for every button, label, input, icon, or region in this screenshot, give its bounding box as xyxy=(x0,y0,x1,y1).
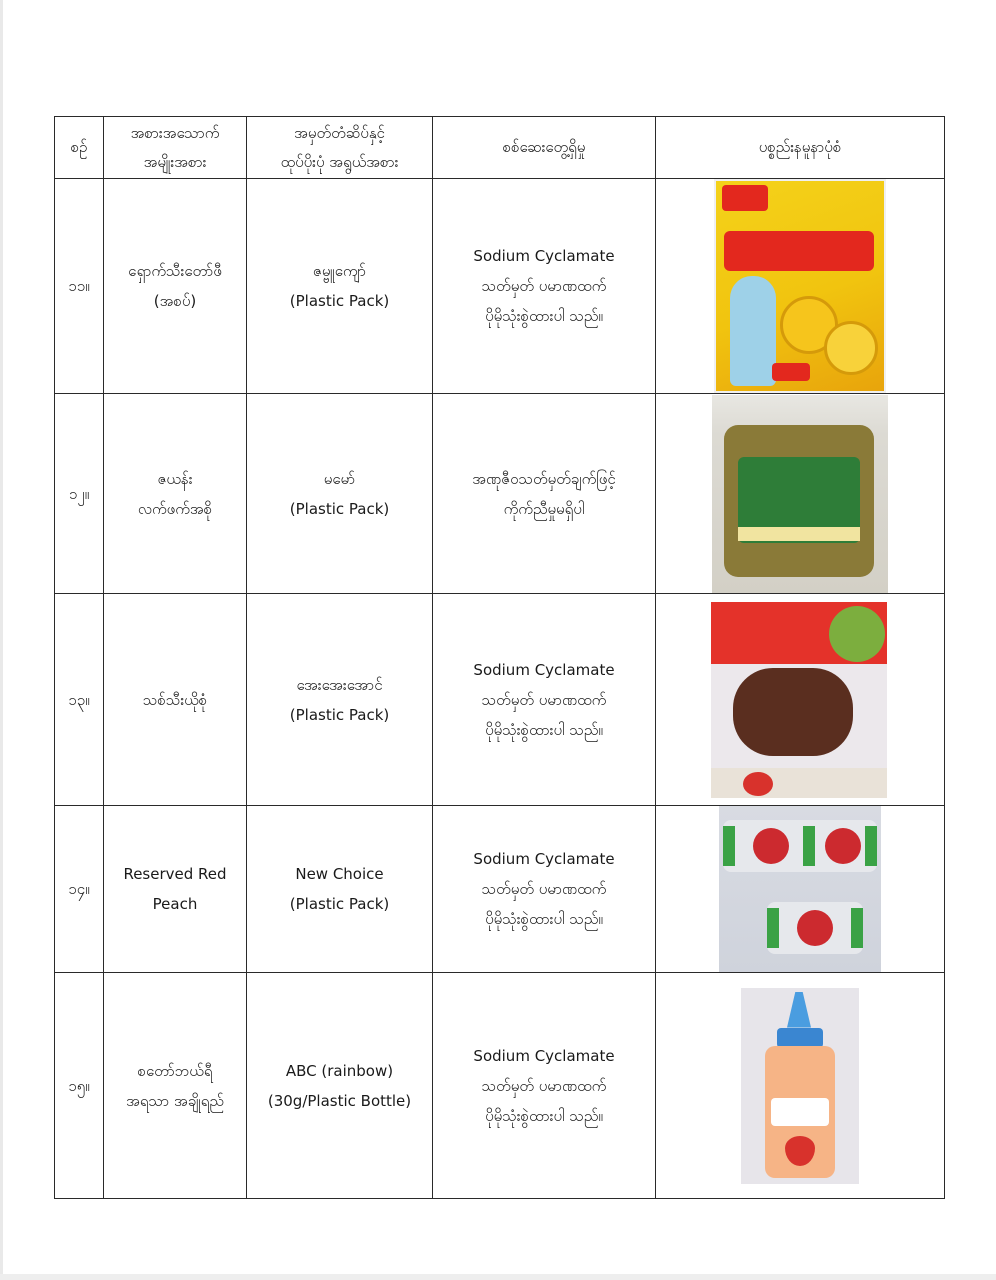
row-number: ၁၄။ xyxy=(55,806,104,973)
finding-cell: Sodium Cyclamate သတ်မှတ် ပမာဏထက် ပိုမိုသုံးစွဲထားပါ သည်။ xyxy=(433,973,656,1199)
sample-photo-cell xyxy=(656,394,945,594)
header-food-type: အစားအသောက် အမျိုးအစား xyxy=(104,117,247,179)
page-edge xyxy=(0,0,3,1280)
food-type-cell: ရှောက်သီးတော်ဖီ (အစပ်) xyxy=(104,179,247,394)
product-photo-strawberry-syrup-bottle xyxy=(741,988,859,1184)
sample-photo-cell xyxy=(656,973,945,1199)
food-type-cell: သစ်သီးယိုစုံ xyxy=(104,594,247,806)
page-edge xyxy=(0,1274,996,1280)
sample-photo-cell xyxy=(656,179,945,394)
table-row xyxy=(55,806,945,973)
finding-cell: Sodium Cyclamate သတ်မှတ် ပမာဏထက် ပိုမိုသုံးစွဲထားပါ သည်။ xyxy=(433,179,656,394)
product-photo-candied-citron xyxy=(714,179,886,393)
brand-cell: ဇမ္ဗူကျော် (Plastic Pack) xyxy=(247,179,433,394)
finding-cell: Sodium Cyclamate သတ်မှတ် ပမာဏထက် ပိုမိုသုံးစွဲထားပါ သည်။ xyxy=(433,594,656,806)
food-type-cell: စတော်ဘယ်ရီ အရသာ အချိုရည် xyxy=(104,973,247,1199)
sample-photo-cell xyxy=(656,594,945,806)
inspection-table xyxy=(54,116,945,1199)
table-row xyxy=(55,973,945,1199)
food-type-cell: Reserved Red Peach xyxy=(104,806,247,973)
row-number: ၁၂။ xyxy=(55,394,104,594)
row-number: ၁၃။ xyxy=(55,594,104,806)
finding-cell: အဏုဇီဝသတ်မှတ်ချက်ဖြင့် ကိုက်ညီမှုမရှိပါ xyxy=(433,394,656,594)
food-type-cell: ဇယန်း လက်ဖက်အစို xyxy=(104,394,247,594)
row-number: ၁၅။ xyxy=(55,973,104,1199)
sample-photo-cell xyxy=(656,806,945,973)
table-row xyxy=(55,594,945,806)
brand-cell: New Choice (Plastic Pack) xyxy=(247,806,433,973)
brand-cell: အေးအေးအောင် (Plastic Pack) xyxy=(247,594,433,806)
brand-cell: ABC (rainbow) (30g/Plastic Bottle) xyxy=(247,973,433,1199)
header-finding: စစ်ဆေးတွေ့ရှိမှု xyxy=(433,117,656,179)
header-no: စဉ် xyxy=(55,117,104,179)
table-row xyxy=(55,179,945,394)
header-sample-photo: ပစ္စည်းနမူနာပုံစံ xyxy=(656,117,945,179)
brand-cell: မမော် (Plastic Pack) xyxy=(247,394,433,594)
row-number: ၁၁။ xyxy=(55,179,104,394)
product-photo-pickled-tea xyxy=(712,395,888,593)
header-brand-package: အမှတ်တံဆိပ်နှင့် ထုပ်ပိုးပုံ အရွယ်အစား xyxy=(247,117,433,179)
product-photo-mixed-fruit-jam xyxy=(709,600,891,800)
table-row xyxy=(55,394,945,594)
header-row xyxy=(55,117,945,179)
finding-cell: Sodium Cyclamate သတ်မှတ် ပမာဏထက် ပိုမိုသုံးစွဲထားပါ သည်။ xyxy=(433,806,656,973)
product-photo-red-peach-candy xyxy=(719,806,881,972)
